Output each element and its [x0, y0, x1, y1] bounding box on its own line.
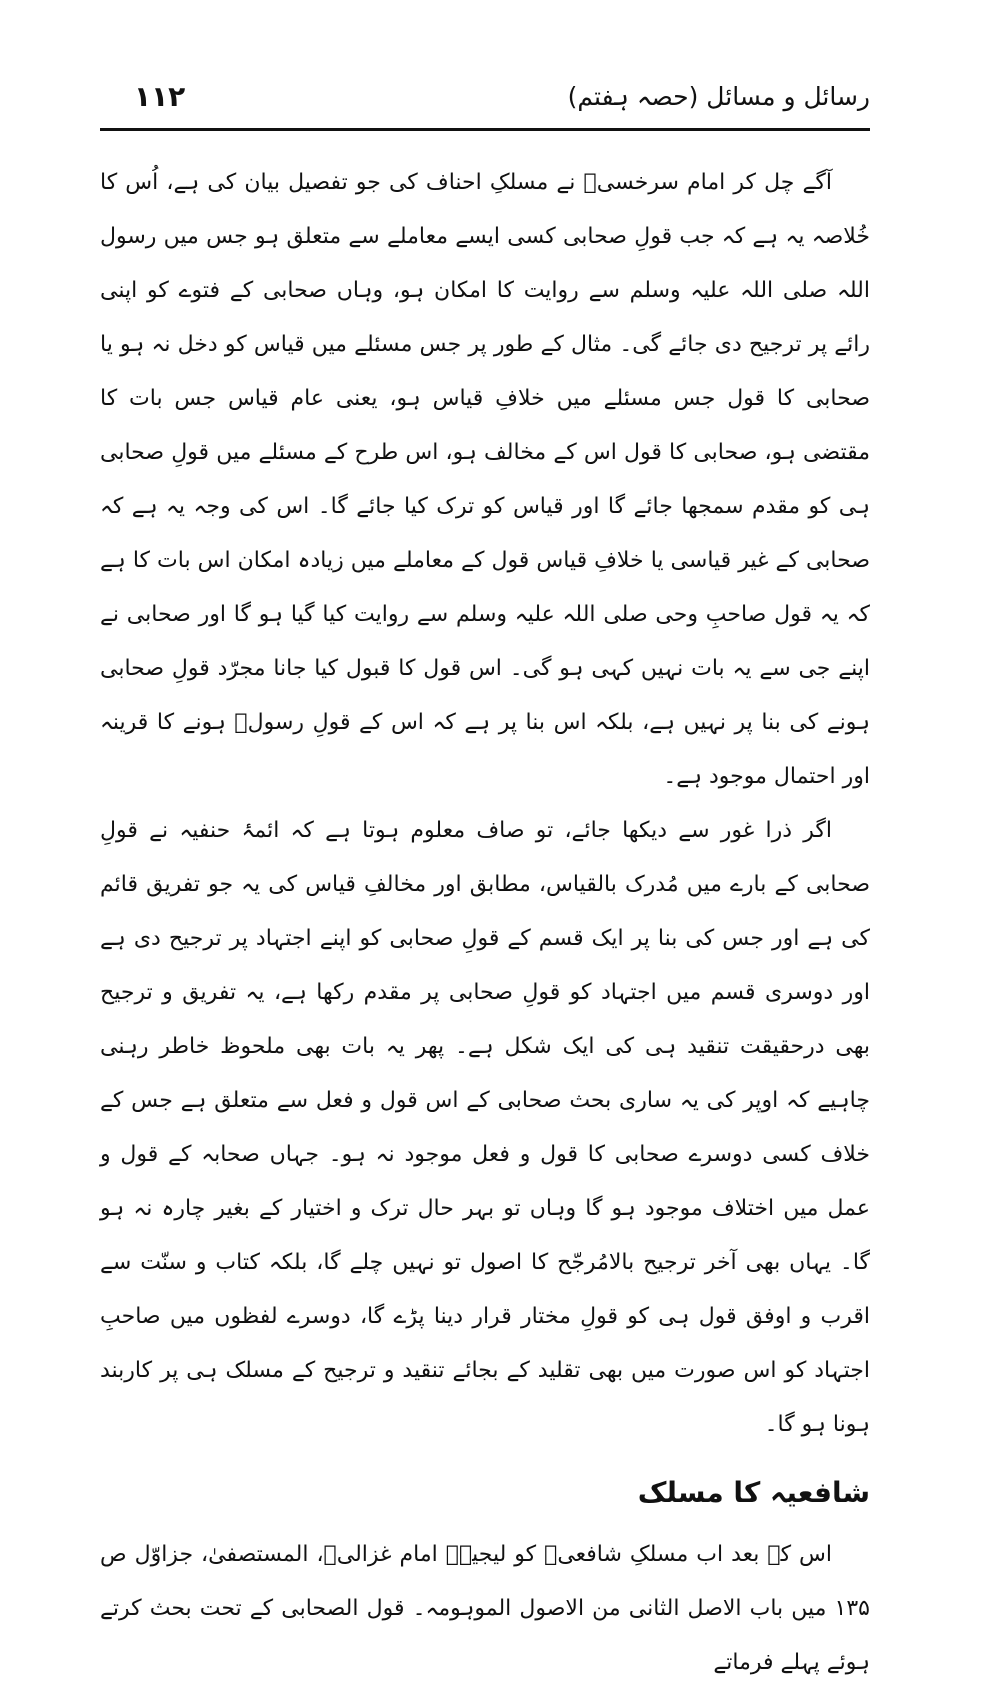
running-header [100, 78, 870, 122]
page-number: ۱۱۲ [134, 80, 186, 113]
header-title: رسائل و مسائل (حصہ ہفتم) [567, 82, 870, 111]
body-text [100, 156, 870, 1690]
paragraph-2: اگر ذرا غور سے دیکھا جائے، تو صاف معلوم ہوتا ہے کہ ائمۂ حنفیہ نے قولِ صحابی کے بارے میں مُدرک بالقیاس، مطابق اور مخالفِ قیاس کی یہ جو تفریق قائم کی ہے اور جس کی بنا پر ایک قسم کے قولِ صحابی کو اپنے اجتہاد پر ترجیح دی ہے اور دوسری قسم میں اجتہاد کو قولِ صحابی پر مقدم رکھا ہے، یہ تفریق و ترجیح بھی درحقیقت تنقید ہی کی ایک شکل ہے۔ پھر یہ بات بھی ملحوظ خاطر رہنی چاہیے کہ اوپر کی یہ ساری بحث صحابی کے اس قول و فعل سے متعلق ہے جس کے خلاف کسی دوسرے صحابی کا قول و فعل موجود نہ ہو۔ جہاں صحابہ کے قول و عمل میں اختلاف موجود ہو گا وہاں تو بہر حال ترک و اختیار کے بغیر چارہ نہ ہو گا۔ یہاں بھی آخر ترجیح بالامُرجّح کا اصول تو نہیں چلے گا، بلکہ کتاب و سنّت سے اقرب و اوفق قول ہی کو قولِ مختار قرار دینا پڑے گا، دوسرے لفظوں میں صاحبِ اجتہاد کو اس صورت میں بھی تقلید کے بجائے تنقید و ترجیح کے مسلک ہی پر کاربند ہونا ہو گا۔ [100, 818, 870, 1437]
paragraph-1: آگے چل کر امام سرخسیؒ نے مسلکِ احناف کی جو تفصیل بیان کی ہے، اُس کا خُلاصہ یہ ہے کہ جب قولِ صحابی کسی ایسے معاملے سے متعلق ہو جس میں رسول اللہ صلی اللہ علیہ وسلم سے روایت کا امکان ہو، وہاں صحابی کے فتوے کو اپنی رائے پر ترجیح دی جائے گی۔ مثال کے طور پر جس مسئلے میں قیاس کو دخل نہ ہو یا صحابی کا قول جس مسئلے میں خلافِ قیاس ہو، یعنی عام قیاس جس بات کا مقتضی ہو، صحابی کا قول اس کے مخالف ہو، اس طرح کے مسئلے میں قولِ صحابی ہی کو مقدم سمجھا جائے گا اور قیاس کو ترک کیا جائے گا۔ اس کی وجہ یہ ہے کہ صحابی کے غیر قیاسی یا خلافِ قیاس قول کے معاملے میں زیادہ امکان اس بات کا ہے کہ یہ قول صاحبِ وحی صلی اللہ علیہ وسلم سے روایت کیا گیا ہو گا اور صحابی نے اپنے جی سے یہ بات نہیں کہی ہو گی۔ اس قول کا قبول کیا جانا مجرّد قولِ صحابی ہونے کی بنا پر نہیں ہے، بلکہ اس بنا پر ہے کہ اس کے قولِ رسولؐ ہونے کا قرینہ اور احتمال موجود ہے۔ [100, 170, 870, 789]
section-paragraph: اس کے بعد اب مسلکِ شافعیؒ کو لیجیے۔ امام غزالیؒ، المستصفیٰ، جزاوّل ص ۱۳۵ میں باب الاصل الثانی من الاصول الموہومہ۔ قول الصحابی کے تحت بحث کرتے ہوئے پہلے فرماتے [100, 1542, 870, 1675]
section-heading: شافعیہ کا مسلک [637, 1476, 870, 1509]
header-rule [100, 128, 870, 131]
